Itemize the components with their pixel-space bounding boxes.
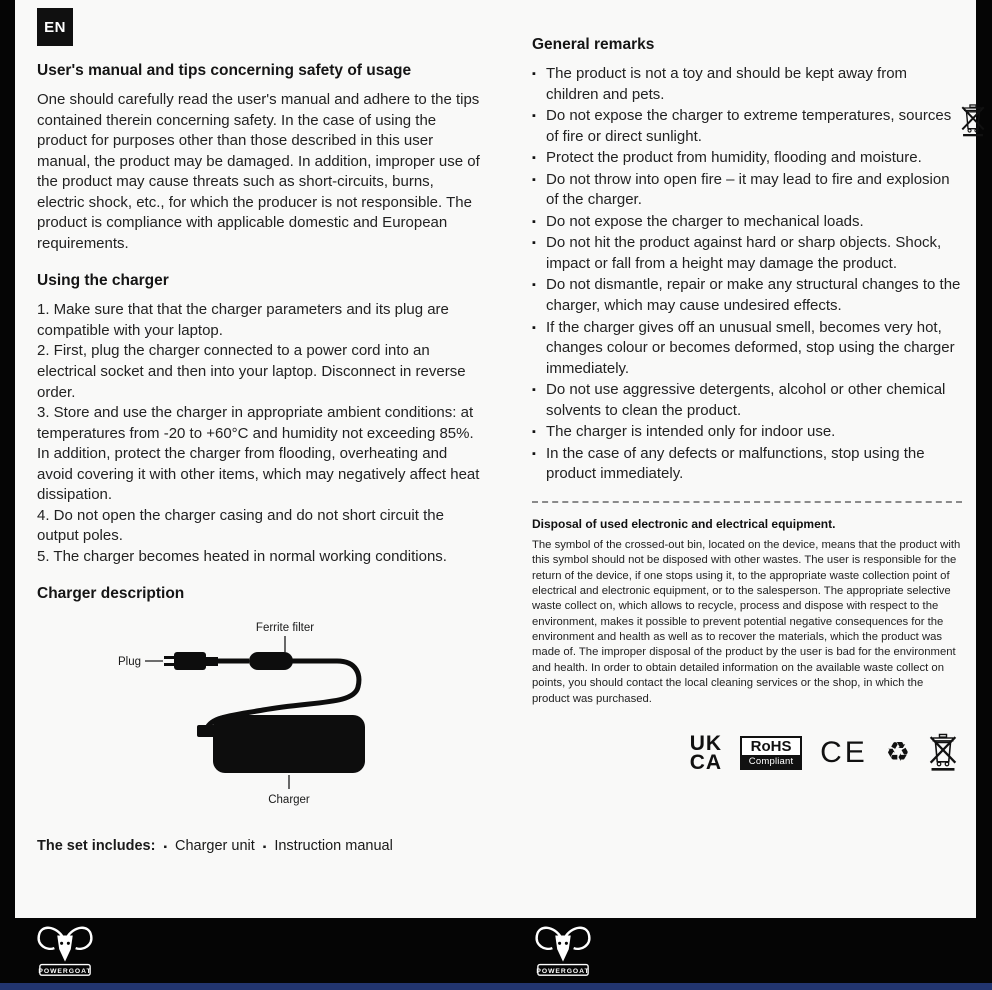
ferrite-filter-label: Ferrite filter — [255, 622, 315, 635]
rohs-sub: Compliant — [742, 755, 800, 768]
ferrite-filter-icon — [249, 652, 293, 670]
charger-brick-icon — [213, 715, 365, 773]
remark-text: Do not dismantle, repair or make any structural changes to the charger, which may cause undesired effects. — [546, 276, 961, 315]
powergoat-brand-text: POWERGOAT — [38, 967, 92, 975]
ukca-line1: UK — [689, 731, 723, 755]
remark-text: Protect the product from humidity, flooding and moisture. — [546, 149, 922, 167]
using-item: 1. Make sure that that the charger parameters and its plug are compatible with your laptop. — [37, 301, 449, 339]
remark-text: Do not hit the product against hard or sharp objects. Shock, impact or fall from a height may damage the product. — [546, 234, 942, 272]
remark-text: Do not expose the charger to extreme temperatures, sources of fire or direct sunlight. — [546, 107, 952, 145]
compliance-marks-row — [532, 733, 962, 773]
ce-mark: CE — [820, 735, 868, 769]
description-heading: Charger description — [37, 585, 185, 603]
bullet-icon: ▪ — [532, 215, 536, 228]
general-remarks-list — [532, 64, 962, 485]
remark-text: The product is not a toy and should be kept away from children and pets. — [546, 65, 908, 103]
remark-text: In the case of any defects or malfunctions, stop using the product immediately. — [546, 444, 925, 483]
using-item: 5. The charger becomes heated in normal working conditions. — [37, 547, 447, 565]
remark-item — [532, 422, 962, 443]
language-badge — [37, 8, 73, 46]
bullet-icon: ▪ — [532, 321, 536, 334]
remark-item — [532, 64, 962, 105]
using-list — [37, 300, 481, 567]
language-badge-text: EN — [44, 18, 66, 36]
using-item: 4. Do not open the charger casing and do not short circuit the output poles. — [37, 506, 444, 545]
powergoat-logo — [528, 922, 598, 980]
using-item: 3. Store and use the charger in appropriate ambient conditions: at temperatures from -20 to +60°C and humidity not exceeding 85%. In addition, protect the charger from flooding, overheating and avoid covering it with other items, which may negatively affect heat dissipation. — [37, 404, 480, 504]
recycle-icon: ♻ — [885, 737, 910, 768]
set-includes-label: The set includes: — [37, 838, 156, 855]
remark-item — [532, 318, 962, 380]
charger-diagram — [37, 617, 477, 809]
bullet-icon: ▪ — [163, 842, 167, 854]
remark-item — [532, 275, 962, 316]
charger-label: Charger — [268, 794, 310, 807]
ukca-line2: CA — [689, 750, 723, 774]
bullet-icon: ▪ — [532, 152, 536, 165]
section-divider — [532, 501, 962, 503]
plug-icon — [164, 652, 218, 670]
remark-item — [532, 233, 962, 274]
bullet-icon: ▪ — [532, 447, 536, 460]
left-column — [37, 62, 481, 854]
remark-item — [532, 212, 962, 233]
safety-paragraph: One should carefully read the user's manual and adhere to the tips contained therein concerning safety. In the case of using the product for purposes other than those described in this user manual, the product may be damaged. In addition, improper use of the product may cause threats such as short-circuits, burns, electric shock, etc., for which the producer is not responsible. The product is compliance with applicable domestic and European requirements. — [37, 91, 480, 252]
set-includes-item: Instruction manual — [274, 838, 393, 855]
bullet-icon: ▪ — [532, 426, 536, 439]
bullet-icon: ▪ — [532, 110, 536, 123]
remark-item — [532, 106, 962, 147]
remark-item — [532, 444, 962, 485]
safety-section — [37, 62, 481, 254]
powergoat-logo — [30, 922, 100, 980]
remark-text: Do not expose the charger to mechanical loads. — [546, 212, 864, 230]
bullet-icon: ▪ — [532, 384, 536, 397]
powergoat-brand-text: POWERGOAT — [536, 967, 590, 975]
bullet-icon: ▪ — [532, 68, 536, 80]
disposal-heading: Disposal of used electronic and electrical equipment. — [532, 516, 836, 531]
remark-item — [532, 380, 962, 421]
scan-edge-left — [0, 0, 15, 990]
remark-text: Do not use aggressive detergents, alcohol or other chemical solvents to clean the product. — [546, 381, 946, 419]
remark-text: The charger is intended only for indoor use. — [546, 423, 836, 441]
rohs-name: RoHS — [750, 737, 792, 755]
weee-crossed-bin-icon — [928, 733, 958, 773]
charger-inlet — [197, 725, 215, 737]
set-includes-item: Charger unit — [175, 838, 255, 855]
using-item: 2. First, plug the charger connected to a power cord into an electrical socket and then into your laptop. Disconnect in reverse order. — [37, 342, 466, 401]
bullet-icon: ▪ — [532, 237, 536, 250]
plug-label: Plug — [117, 656, 141, 669]
weee-crossed-bin-icon-small — [960, 104, 986, 138]
remark-item — [532, 148, 962, 169]
ukca-mark — [689, 731, 723, 774]
safety-heading: User's manual and tips concerning safety of usage — [37, 62, 412, 79]
remark-item — [532, 170, 962, 211]
bullet-icon: ▪ — [262, 842, 267, 854]
footer-bar — [0, 918, 992, 990]
scan-edge-right — [976, 0, 992, 990]
using-heading: Using the charger — [37, 272, 169, 290]
bullet-icon: ▪ — [532, 173, 536, 186]
bullet-icon: ▪ — [532, 279, 536, 292]
right-column — [532, 36, 962, 773]
using-section — [37, 272, 481, 567]
set-includes-row — [37, 838, 481, 854]
remark-text: If the charger gives off an unusual smell, becomes very hot, changes colour or becomes deformed, stop using the charger immediately. — [546, 318, 955, 377]
description-section — [37, 585, 481, 816]
footer-blue-strip — [0, 983, 992, 990]
general-remarks-heading: General remarks — [532, 36, 655, 53]
disposal-paragraph: The symbol of the crossed-out bin, located on the device, means that the product with this symbol should not be disposed with other wastes. The user is responsible for the return of the device, if one stops using it, to the appropriate waste collection point of electrical and electronic equipment, or to the salesperson. The appropriate selective waste collect on, which allows to recycle, process and dispose with respect to the environment, makes it possible to prevent potential negative consequences for the environment and health as well as to recover the materials, which the product was made of. The improper disposal of the product by the user is bad for the environment and health. In order to obtain detailed information on the available waste collect on points, you should contact the local cleaning services or the shop, in which the product was purchased. — [532, 538, 961, 705]
rohs-mark — [740, 736, 802, 770]
remark-text: Do not throw into open fire – it may lead to fire and explosion of the charger. — [546, 170, 950, 209]
